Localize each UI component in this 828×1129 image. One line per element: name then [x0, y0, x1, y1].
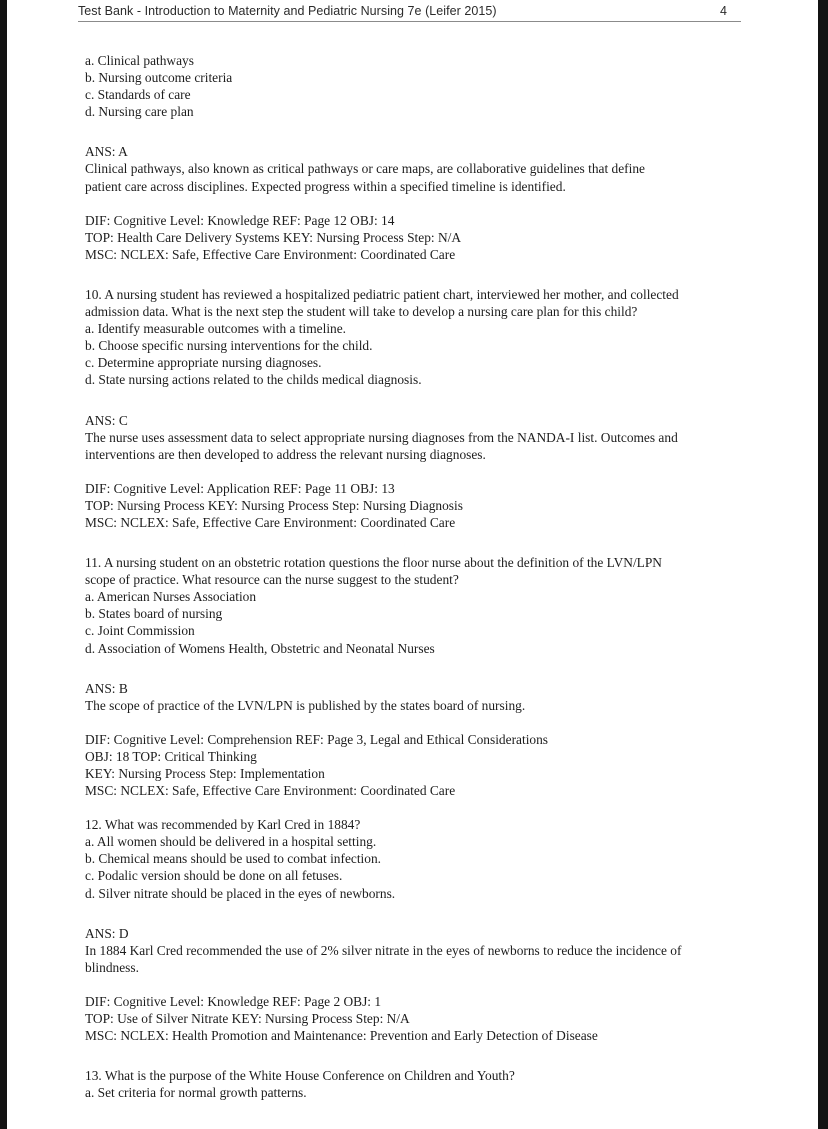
rationale-line: blindness.: [85, 959, 139, 975]
question-stem-line: 11. A nursing student on an obstetric rotation questions the floor nurse about the definition of the LVN/LPN: [85, 555, 662, 571]
metadata-line: MSC: NCLEX: Safe, Effective Care Environment: Coordinated Care: [85, 246, 456, 262]
metadata-line: MSC: NCLEX: Safe, Effective Care Environment: Coordinated Care: [85, 514, 456, 530]
page-number: 4: [720, 4, 727, 18]
document-page: [7, 0, 818, 1129]
answer-label: ANS: A: [85, 144, 128, 160]
answer-label: ANS: B: [85, 680, 128, 696]
option-item: c. Joint Commission: [85, 623, 195, 639]
question-9-answer: [85, 143, 757, 194]
option-item: a. Clinical pathways: [85, 53, 194, 68]
metadata-line: TOP: Health Care Delivery Systems KEY: Nursing Process Step: N/A: [85, 229, 462, 245]
option-item: a. All women should be delivered in a hospital setting.: [85, 834, 377, 850]
spacer: [85, 463, 757, 480]
rationale-line: In 1884 Karl Cred recommended the use of 2% silver nitrate in the eyes of newborns to reduce the incidence of: [85, 942, 682, 958]
spacer: [85, 389, 757, 412]
option-item: c. Podalic version should be done on all fetuses.: [85, 868, 343, 884]
option-item: a. Identify measurable outcomes with a timeline.: [85, 321, 347, 337]
question-13: [85, 1067, 757, 1101]
metadata-line: DIF: Cognitive Level: Knowledge REF: Page 12 OBJ: 14: [85, 212, 395, 228]
metadata-line: OBJ: 18 TOP: Critical Thinking: [85, 748, 257, 764]
document-body: [85, 52, 757, 1101]
question-stem-line: admission data. What is the next step the student will take to develop a nursing care plan for this child?: [85, 304, 638, 320]
option-item: d. Association of Womens Health, Obstetric and Neonatal Nurses: [85, 640, 435, 656]
option-item: d. Silver nitrate should be placed in the eyes of newborns.: [85, 885, 396, 901]
question-11: [85, 554, 757, 657]
spacer: [85, 799, 757, 816]
spacer: [85, 263, 757, 286]
document-header: [78, 4, 741, 22]
question-10: [85, 286, 757, 389]
rationale-line: patient care across disciplines. Expected progress within a specified timeline is identified.: [85, 178, 566, 194]
question-11-metadata: [85, 731, 757, 799]
question-10-answer: [85, 412, 757, 463]
metadata-line: DIF: Cognitive Level: Comprehension REF: Page 3, Legal and Ethical Considerations: [85, 731, 549, 747]
metadata-line: TOP: Nursing Process KEY: Nursing Process Step: Nursing Diagnosis: [85, 497, 463, 513]
spacer: [85, 1044, 757, 1067]
metadata-line: DIF: Cognitive Level: Knowledge REF: Page 2 OBJ: 1: [85, 993, 382, 1009]
rationale-line: Clinical pathways, also known as critical pathways or care maps, are collaborative guidelines that define: [85, 161, 645, 177]
option-item: c. Standards of care: [85, 87, 191, 103]
option-item: d. Nursing care plan: [85, 104, 194, 120]
metadata-line: KEY: Nursing Process Step: Implementation: [85, 766, 325, 781]
question-stem-line: scope of practice. What resource can the nurse suggest to the student?: [85, 572, 459, 588]
spacer: [85, 902, 757, 925]
spacer: [85, 657, 757, 680]
scan-edge-right: [818, 0, 828, 1129]
metadata-line: MSC: NCLEX: Safe, Effective Care Environment: Coordinated Care: [85, 783, 456, 799]
question-11-answer: [85, 680, 757, 714]
question-9-options: [85, 52, 757, 120]
option-item: b. Choose specific nursing interventions for the child.: [85, 338, 373, 354]
rationale-line: The nurse uses assessment data to select appropriate nursing diagnoses from the NANDA-I list. Outcomes and: [85, 429, 678, 445]
rationale-line: interventions are then developed to address the relevant nursing diagnoses.: [85, 446, 486, 462]
option-item: b. Chemical means should be used to combat infection.: [85, 851, 382, 867]
question-stem-line: 10. A nursing student has reviewed a hospitalized pediatric patient chart, interviewed her mother, and collected: [85, 286, 679, 302]
spacer: [85, 120, 757, 143]
question-stem-line: 13. What is the purpose of the White House Conference on Children and Youth?: [85, 1068, 515, 1084]
answer-label: ANS: C: [85, 412, 128, 428]
spacer: [85, 531, 757, 554]
metadata-line: DIF: Cognitive Level: Application REF: Page 11 OBJ: 13: [85, 480, 395, 496]
document-title: Test Bank - Introduction to Maternity and Pediatric Nursing 7e (Leifer 2015): [78, 4, 497, 18]
scan-edge-left: [0, 0, 7, 1129]
spacer: [85, 195, 757, 212]
option-item: b. Nursing outcome criteria: [85, 70, 233, 86]
question-12-metadata: [85, 993, 757, 1044]
answer-label: ANS: D: [85, 925, 129, 941]
question-9-metadata: [85, 212, 757, 263]
option-item: a. Set criteria for normal growth patterns.: [85, 1085, 307, 1101]
metadata-line: TOP: Use of Silver Nitrate KEY: Nursing Process Step: N/A: [85, 1011, 410, 1027]
question-12: [85, 816, 757, 901]
question-12-answer: [85, 925, 757, 976]
rationale-line: The scope of practice of the LVN/LPN is published by the states board of nursing.: [85, 697, 526, 713]
option-item: a. American Nurses Association: [85, 589, 257, 605]
option-item: c. Determine appropriate nursing diagnoses.: [85, 355, 322, 371]
question-10-metadata: [85, 480, 757, 531]
option-item: d. State nursing actions related to the childs medical diagnosis.: [85, 372, 422, 388]
spacer: [85, 714, 757, 731]
option-item: b. States board of nursing: [85, 606, 223, 622]
metadata-line: MSC: NCLEX: Health Promotion and Maintenance: Prevention and Early Detection of Disease: [85, 1028, 598, 1044]
question-stem-line: 12. What was recommended by Karl Cred in 1884?: [85, 817, 361, 833]
spacer: [85, 976, 757, 993]
